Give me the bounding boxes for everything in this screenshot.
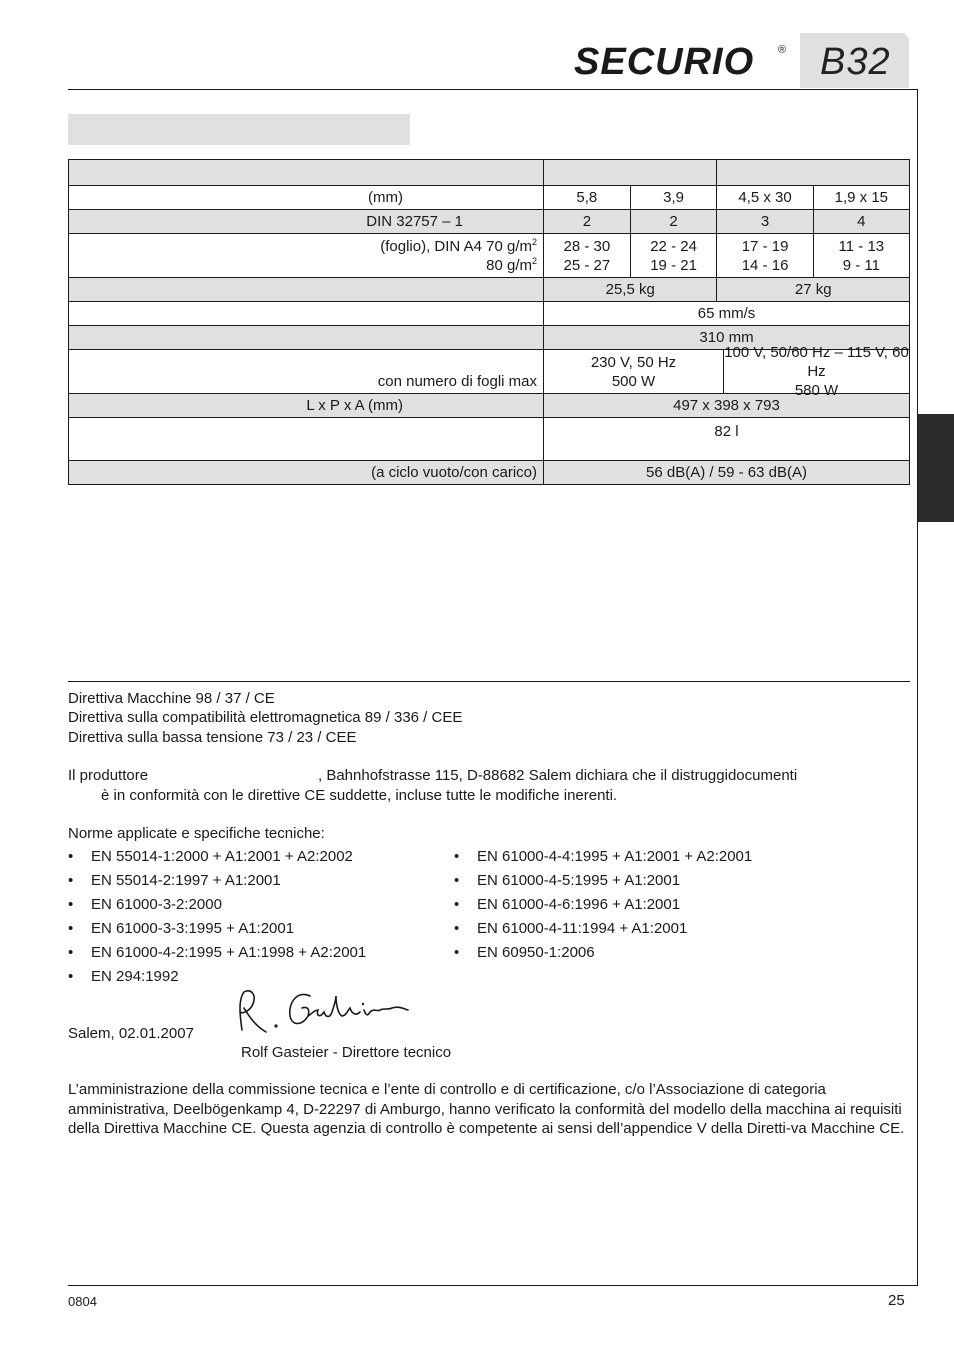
- table-cell: 65 mm/s: [544, 302, 910, 326]
- bullet: •: [454, 944, 460, 961]
- cell-line: 25 - 27: [563, 256, 611, 274]
- table-cell: 4,5 x 30: [717, 186, 813, 210]
- table-cell: con numero di fogli max: [69, 350, 544, 394]
- table-cell: [544, 344, 910, 399]
- bullet: •: [68, 872, 74, 889]
- table-cell: [544, 160, 717, 186]
- place-date: Salem, 02.01.2007: [68, 1025, 194, 1042]
- table-row: [69, 302, 910, 326]
- table-cell: [813, 234, 909, 278]
- table-row: [69, 186, 910, 210]
- norm-text: EN 61000-4-6:1996 + A1:2001: [477, 896, 681, 913]
- norm-text: EN 61000-4-4:1995 + A1:2001 + A2:2001: [477, 848, 753, 865]
- cell-line: 17 - 19: [741, 237, 789, 255]
- table-cell: [717, 234, 813, 278]
- table-cell: [69, 234, 544, 278]
- language-tab: [918, 414, 954, 522]
- norm-text: EN 61000-4-2:1995 + A1:1998 + A2:2001: [91, 944, 367, 961]
- table-cell: 82 l: [544, 418, 910, 461]
- table-cell: 5,8: [544, 186, 631, 210]
- superscript: 2: [531, 255, 537, 266]
- conformity-statement: è in conformità con le direttive CE suddette, incluse tutte le modifiche inerenti.: [101, 787, 618, 804]
- footer-rule: [68, 1285, 918, 1286]
- table-cell: 3,9: [630, 186, 717, 210]
- norm-text: EN 55014-1:2000 + A1:2001 + A2:2002: [91, 848, 353, 865]
- table-cell: 3: [717, 210, 813, 234]
- norm-text: EN 294:1992: [91, 968, 179, 985]
- norm-text: EN 60950-1:2006: [477, 944, 595, 961]
- list-item: [454, 917, 752, 941]
- sheet-capacity-label-2: 80 g/m: [486, 256, 532, 274]
- table-row: [69, 278, 910, 302]
- table-cell: [717, 160, 910, 186]
- power-eu: [544, 350, 724, 393]
- norms-title: Norme applicate e specifiche tecniche:: [68, 825, 325, 842]
- table-cell: [69, 326, 544, 350]
- model-name: B32: [820, 41, 891, 83]
- section-title-bar: [68, 114, 410, 145]
- right-frame-line: [917, 89, 918, 1286]
- norm-text: EN 61000-3-3:1995 + A1:2001: [91, 920, 295, 937]
- list-item: [68, 869, 366, 893]
- bullet: •: [68, 896, 74, 913]
- table-row: [69, 350, 910, 394]
- certification-paragraph: L’amministrazione della commissione tecnica e l’ente di controllo e di certificazione, c/o l’Associazione di categoria amministrativa, Deelbögenkamp 4, D-22297 di Amburgo, hanno verificato la conformità del modello della macchina ai requisiti della Direttiva Macchine CE. Questa agenzia di controllo è competente ai sensi dell’appendice V della Diretti-va Macchine CE.: [68, 1081, 905, 1137]
- bullet: •: [68, 848, 74, 865]
- producer-label: Il produttore: [68, 767, 149, 784]
- table-cell: [69, 160, 544, 186]
- table-row: [69, 461, 910, 485]
- section-rule: [68, 681, 910, 682]
- bullet: •: [68, 920, 74, 937]
- cell-line: 230 V, 50 Hz: [590, 353, 677, 371]
- norm-text: EN 61000-4-11:1994 + A1:2001: [477, 920, 688, 937]
- list-item: [454, 869, 752, 893]
- table-cell: 310 mm: [544, 326, 910, 350]
- table-cell: 4: [813, 210, 909, 234]
- table-row: [69, 160, 910, 186]
- norm-text: EN 55014-2:1997 + A1:2001: [91, 872, 281, 889]
- bullet: •: [68, 944, 74, 961]
- table-cell: 27 kg: [717, 278, 910, 302]
- signer-name: Rolf Gasteier - Direttore tecnico: [241, 1044, 452, 1061]
- cell-line: 100 V, 50/60 Hz – 115 V, 60 Hz: [724, 344, 909, 380]
- registered-mark: ®: [778, 44, 787, 56]
- norms-list-right: [454, 845, 752, 965]
- bullet: •: [68, 968, 74, 985]
- cell-line: 580 W: [794, 382, 839, 399]
- cell-line: 22 - 24: [650, 237, 697, 255]
- table-cell: [630, 234, 717, 278]
- list-item: [454, 893, 752, 917]
- directive-line: Direttiva Macchine 98 / 37 / CE: [68, 690, 275, 707]
- norm-text: EN 61000-4-5:1995 + A1:2001: [477, 872, 681, 889]
- cell-line: 9 - 11: [842, 256, 880, 274]
- cell-line: 14 - 16: [741, 256, 789, 274]
- specifications-table: [68, 159, 910, 485]
- table-cell: 497 x 398 x 793: [544, 394, 910, 418]
- bullet: •: [454, 896, 460, 913]
- directive-line: Direttiva sulla compatibilità elettromagnetica 89 / 336 / CEE: [68, 709, 463, 726]
- table-cell: 1,9 x 15: [813, 186, 909, 210]
- norms-list-left: [68, 845, 366, 989]
- list-item: [68, 917, 366, 941]
- table-cell: DIN 32757 – 1: [69, 210, 544, 234]
- bullet: •: [454, 872, 460, 889]
- table-cell: 2: [544, 210, 631, 234]
- bullet: •: [454, 848, 460, 865]
- table-cell: 25,5 kg: [544, 278, 717, 302]
- table-cell: [69, 302, 544, 326]
- list-item: [68, 941, 366, 965]
- table-cell: L x P x A (mm): [69, 394, 544, 418]
- superscript: 2: [531, 236, 537, 247]
- table-cell: [544, 234, 631, 278]
- table-cell: (a ciclo vuoto/con carico): [69, 461, 544, 485]
- table-row: [69, 418, 910, 461]
- list-item: [454, 941, 752, 965]
- producer-address: , Bahnhofstrasse 115, D-88682 Salem dichiara che il distruggidocumenti: [318, 767, 798, 784]
- footer-code: 0804: [68, 1294, 97, 1309]
- table-cell: 56 dB(A) / 59 - 63 dB(A): [544, 461, 910, 485]
- list-item: [68, 893, 366, 917]
- table-cell: [69, 278, 544, 302]
- table-cell: 2: [630, 210, 717, 234]
- cell-line: 11 - 13: [838, 237, 885, 255]
- table-row: [69, 210, 910, 234]
- header-rule: [68, 89, 918, 90]
- sheet-capacity-label: (foglio), DIN A4 70 g/m: [380, 237, 532, 255]
- list-item: [454, 845, 752, 869]
- cell-line: 28 - 30: [563, 237, 611, 255]
- table-cell: (mm): [69, 186, 544, 210]
- list-item: [68, 845, 366, 869]
- bullet: •: [454, 920, 460, 937]
- signature-image: [232, 986, 412, 1038]
- brand-logo: SECURIO: [574, 41, 755, 83]
- norm-text: EN 61000-3-2:2000: [91, 896, 222, 913]
- page-number: 25: [888, 1292, 905, 1309]
- cell-line: 19 - 21: [650, 256, 697, 274]
- power-us: [724, 344, 909, 399]
- cell-line: 500 W: [611, 372, 656, 390]
- table-cell: [69, 418, 544, 461]
- table-row: [69, 234, 910, 278]
- directive-line: Direttiva sulla bassa tensione 73 / 23 / CEE: [68, 729, 357, 746]
